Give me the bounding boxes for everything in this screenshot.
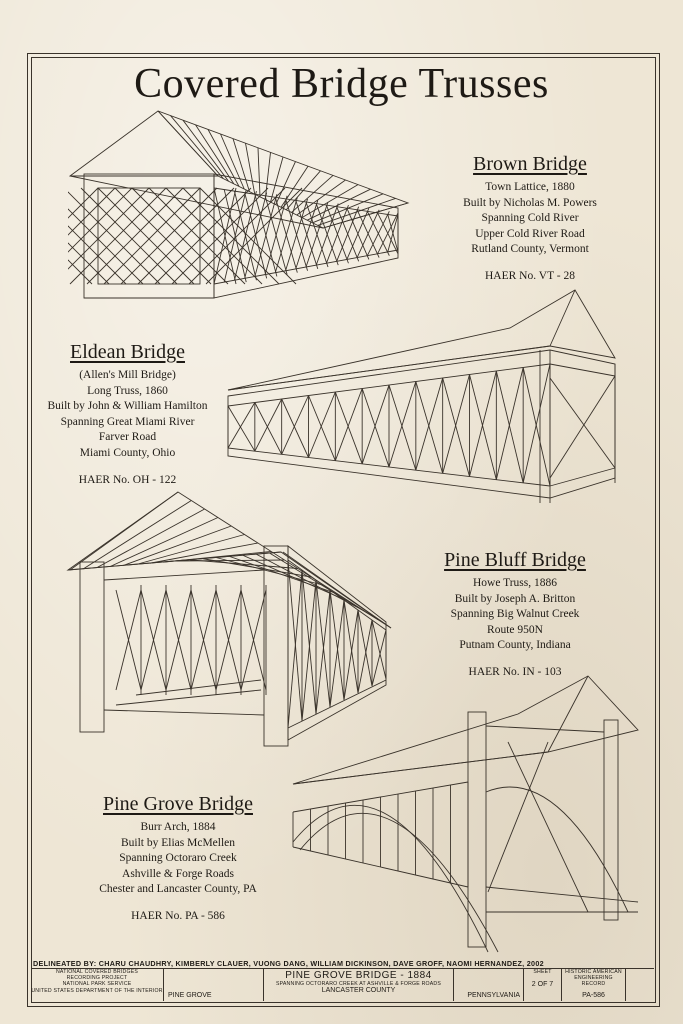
record-number: PA-586 (582, 991, 605, 999)
bridge-detail: Spanning Big Walnut Creek (450, 608, 580, 621)
title-block (31, 968, 654, 1001)
record-line: ENGINEERING RECORD (574, 975, 613, 988)
bridge-detail: Rutland County, Vermont (471, 243, 589, 256)
haer-number: HAER No. IN - 103 (468, 665, 562, 678)
pine-grove-bridge-info (68, 792, 288, 925)
bridge-name: Pine Grove Bridge (103, 793, 253, 815)
main-title: PINE GROVE BRIDGE - 1884 (285, 970, 432, 981)
agency-line: NATIONAL COVERED BRIDGES (55, 969, 139, 975)
county: LANCASTER COUNTY (321, 987, 396, 995)
bridge-detail: Putnam County, Indiana (459, 639, 571, 652)
sheet-label: SHEET (533, 969, 552, 975)
bridge-detail: (Allen's Mill Bridge) (79, 369, 176, 381)
bridge-detail: Spanning Cold River (481, 212, 579, 225)
agency-line: UNITED STATES DEPARTMENT OF THE INTERIOR (31, 987, 163, 994)
town-lattice-truss-drawing (68, 108, 413, 303)
record-cell (562, 969, 626, 1001)
logo-cell (626, 969, 654, 1001)
haer-number: HAER No. PA - 586 (131, 909, 225, 922)
bridge-name: Pine Bluff Bridge (444, 549, 586, 571)
bridge-detail: Built by John & William Hamilton (47, 400, 208, 413)
bridge-name: Brown Bridge (473, 153, 587, 175)
sheet-number: 2 OF 7 (531, 981, 554, 989)
location-cell (164, 969, 264, 1001)
bridge-detail: Ashville & Forge Roads (122, 867, 234, 880)
agency-cell (31, 969, 164, 1001)
pine-bluff-bridge-info (415, 548, 615, 681)
bridge-detail: Howe Truss, 1886 (472, 577, 558, 589)
long-truss-drawing (220, 288, 625, 518)
sheet-title: Covered Bridge Trusses (134, 61, 549, 107)
subtitle: SPANNING OCTORARO CREEK AT ASHVILLE & FORGE ROADS (275, 981, 442, 987)
haer-number: HAER No. OH - 122 (78, 473, 177, 486)
main-title-cell (264, 969, 454, 1001)
state-cell (454, 969, 524, 1001)
eldean-bridge-info (40, 340, 215, 488)
sheet-cell (524, 969, 562, 1001)
bridge-detail: Built by Elias McMellen (120, 836, 236, 849)
location-short: PINE GROVE (168, 992, 212, 999)
bridge-detail: Spanning Octoraro Creek (119, 852, 237, 865)
bridge-detail: Built by Joseph A. Britton (454, 592, 576, 605)
record-line: HISTORIC AMERICAN (565, 969, 622, 975)
bridge-detail: Town Lattice, 1880 (485, 181, 575, 193)
bridge-detail: Upper Cold River Road (475, 227, 585, 240)
bridge-name: Eldean Bridge (70, 341, 185, 363)
agency-line: RECORDING PROJECT (66, 975, 128, 982)
delineated-by-credits: DELINEATED BY: CHARU CHAUDHRY, KIMBERLY CLAUER, VUONG DANG, WILLIAM DICKINSON, DAVE GROFF, NAOMI HERNANDEZ, 2002 (33, 959, 544, 968)
bridge-detail: Burr Arch, 1884 (140, 821, 216, 833)
bridge-detail: Miami County, Ohio (79, 446, 176, 459)
agency-line: NATIONAL PARK SERVICE (62, 981, 132, 988)
brown-bridge-info (430, 152, 630, 285)
bridge-detail: Farver Road (98, 431, 157, 444)
bridge-detail: Long Truss, 1860 (87, 384, 168, 397)
burr-arch-truss-drawing (288, 672, 643, 957)
bridge-detail: Built by Nicholas M. Powers (463, 196, 597, 209)
bridge-detail: Spanning Great Miami River (60, 415, 195, 428)
state: PENNSYLVANIA (467, 992, 520, 999)
haer-number: HAER No. VT - 28 (485, 269, 575, 282)
bridge-detail: Route 950N (487, 623, 543, 636)
bridge-detail: Chester and Lancaster County, PA (99, 883, 257, 896)
